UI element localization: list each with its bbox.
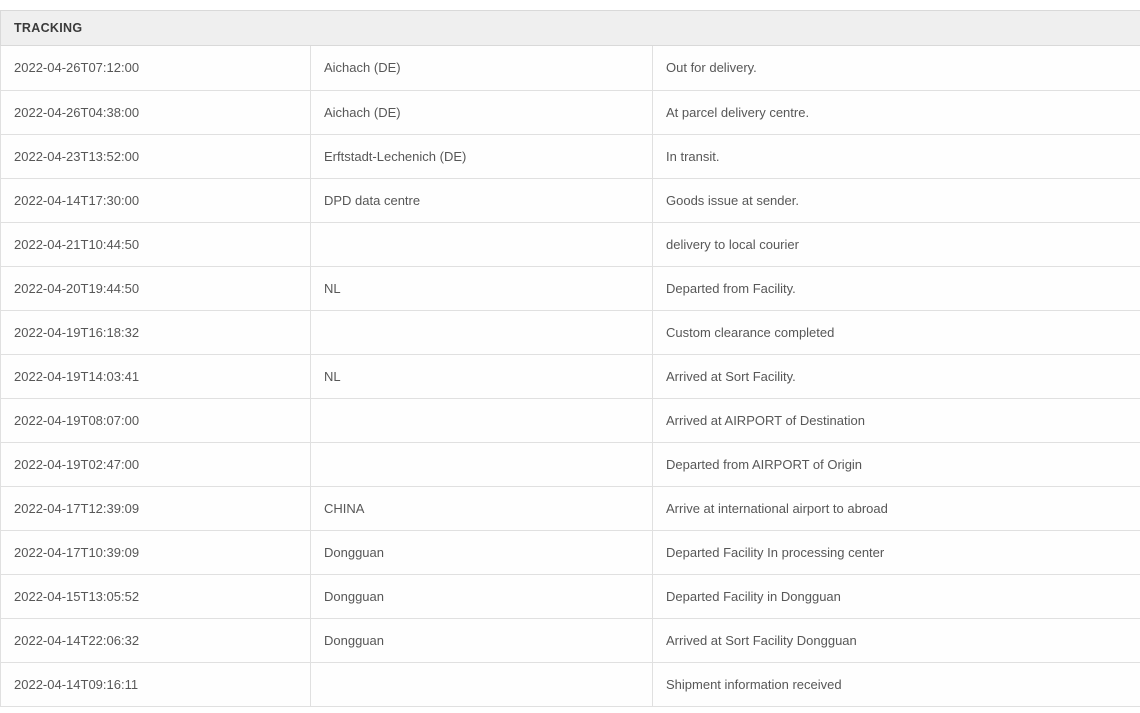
tracking-cell-status: delivery to local courier (653, 222, 1140, 266)
tracking-row (1, 310, 1140, 354)
tracking-cell-status: Departed from Facility. (653, 266, 1140, 310)
tracking-cell-status: At parcel delivery centre. (653, 90, 1140, 134)
tracking-cell-timestamp: 2022-04-21T10:44:50 (1, 222, 311, 266)
tracking-cell-timestamp: 2022-04-20T19:44:50 (1, 266, 311, 310)
tracking-cell-location: Aichach (DE) (311, 46, 653, 90)
tracking-panel (0, 10, 1140, 707)
tracking-cell-location (311, 398, 653, 442)
tracking-cell-status: Departed from AIRPORT of Origin (653, 442, 1140, 486)
tracking-cell-timestamp: 2022-04-19T16:18:32 (1, 310, 311, 354)
tracking-cell-timestamp: 2022-04-23T13:52:00 (1, 134, 311, 178)
tracking-cell-status: Arrive at international airport to abroad (653, 486, 1140, 530)
tracking-row (1, 90, 1140, 134)
tracking-row (1, 178, 1140, 222)
tracking-cell-location: NL (311, 354, 653, 398)
tracking-cell-timestamp: 2022-04-15T13:05:52 (1, 574, 311, 618)
tracking-row (1, 486, 1140, 530)
tracking-cell-timestamp: 2022-04-14T17:30:00 (1, 178, 311, 222)
tracking-cell-timestamp: 2022-04-19T02:47:00 (1, 442, 311, 486)
tracking-cell-location: DPD data centre (311, 178, 653, 222)
tracking-cell-timestamp: 2022-04-26T07:12:00 (1, 46, 311, 90)
tracking-row (1, 266, 1140, 310)
tracking-cell-timestamp: 2022-04-17T12:39:09 (1, 486, 311, 530)
tracking-row (1, 46, 1140, 90)
tracking-table (0, 46, 1140, 707)
tracking-cell-location: NL (311, 266, 653, 310)
tracking-row (1, 574, 1140, 618)
tracking-cell-status: Goods issue at sender. (653, 178, 1140, 222)
tracking-cell-status: Shipment information received (653, 662, 1140, 706)
tracking-cell-timestamp: 2022-04-19T08:07:00 (1, 398, 311, 442)
tracking-title: TRACKING (14, 21, 83, 35)
tracking-cell-timestamp: 2022-04-17T10:39:09 (1, 530, 311, 574)
tracking-cell-timestamp: 2022-04-14T22:06:32 (1, 618, 311, 662)
tracking-cell-timestamp: 2022-04-19T14:03:41 (1, 354, 311, 398)
tracking-cell-status: Arrived at Sort Facility Dongguan (653, 618, 1140, 662)
tracking-cell-timestamp: 2022-04-26T04:38:00 (1, 90, 311, 134)
tracking-cell-status: Arrived at Sort Facility. (653, 354, 1140, 398)
tracking-row (1, 398, 1140, 442)
tracking-table-body (1, 46, 1140, 706)
tracking-row (1, 354, 1140, 398)
tracking-row (1, 442, 1140, 486)
tracking-cell-location: Dongguan (311, 618, 653, 662)
tracking-cell-location (311, 442, 653, 486)
tracking-cell-location: Dongguan (311, 574, 653, 618)
tracking-cell-status: Departed Facility in Dongguan (653, 574, 1140, 618)
tracking-row (1, 134, 1140, 178)
tracking-cell-status: Custom clearance completed (653, 310, 1140, 354)
tracking-cell-location (311, 222, 653, 266)
tracking-row (1, 530, 1140, 574)
tracking-row (1, 618, 1140, 662)
tracking-panel-header (0, 10, 1140, 46)
tracking-cell-location (311, 310, 653, 354)
tracking-row (1, 222, 1140, 266)
tracking-cell-location: Erftstadt-Lechenich (DE) (311, 134, 653, 178)
tracking-cell-location: Aichach (DE) (311, 90, 653, 134)
tracking-cell-status: Arrived at AIRPORT of Destination (653, 398, 1140, 442)
tracking-cell-status: Departed Facility In processing center (653, 530, 1140, 574)
tracking-cell-status: In transit. (653, 134, 1140, 178)
tracking-row (1, 662, 1140, 706)
tracking-cell-timestamp: 2022-04-14T09:16:11 (1, 662, 311, 706)
tracking-cell-location (311, 662, 653, 706)
tracking-cell-location: Dongguan (311, 530, 653, 574)
tracking-cell-location: CHINA (311, 486, 653, 530)
tracking-cell-status: Out for delivery. (653, 46, 1140, 90)
